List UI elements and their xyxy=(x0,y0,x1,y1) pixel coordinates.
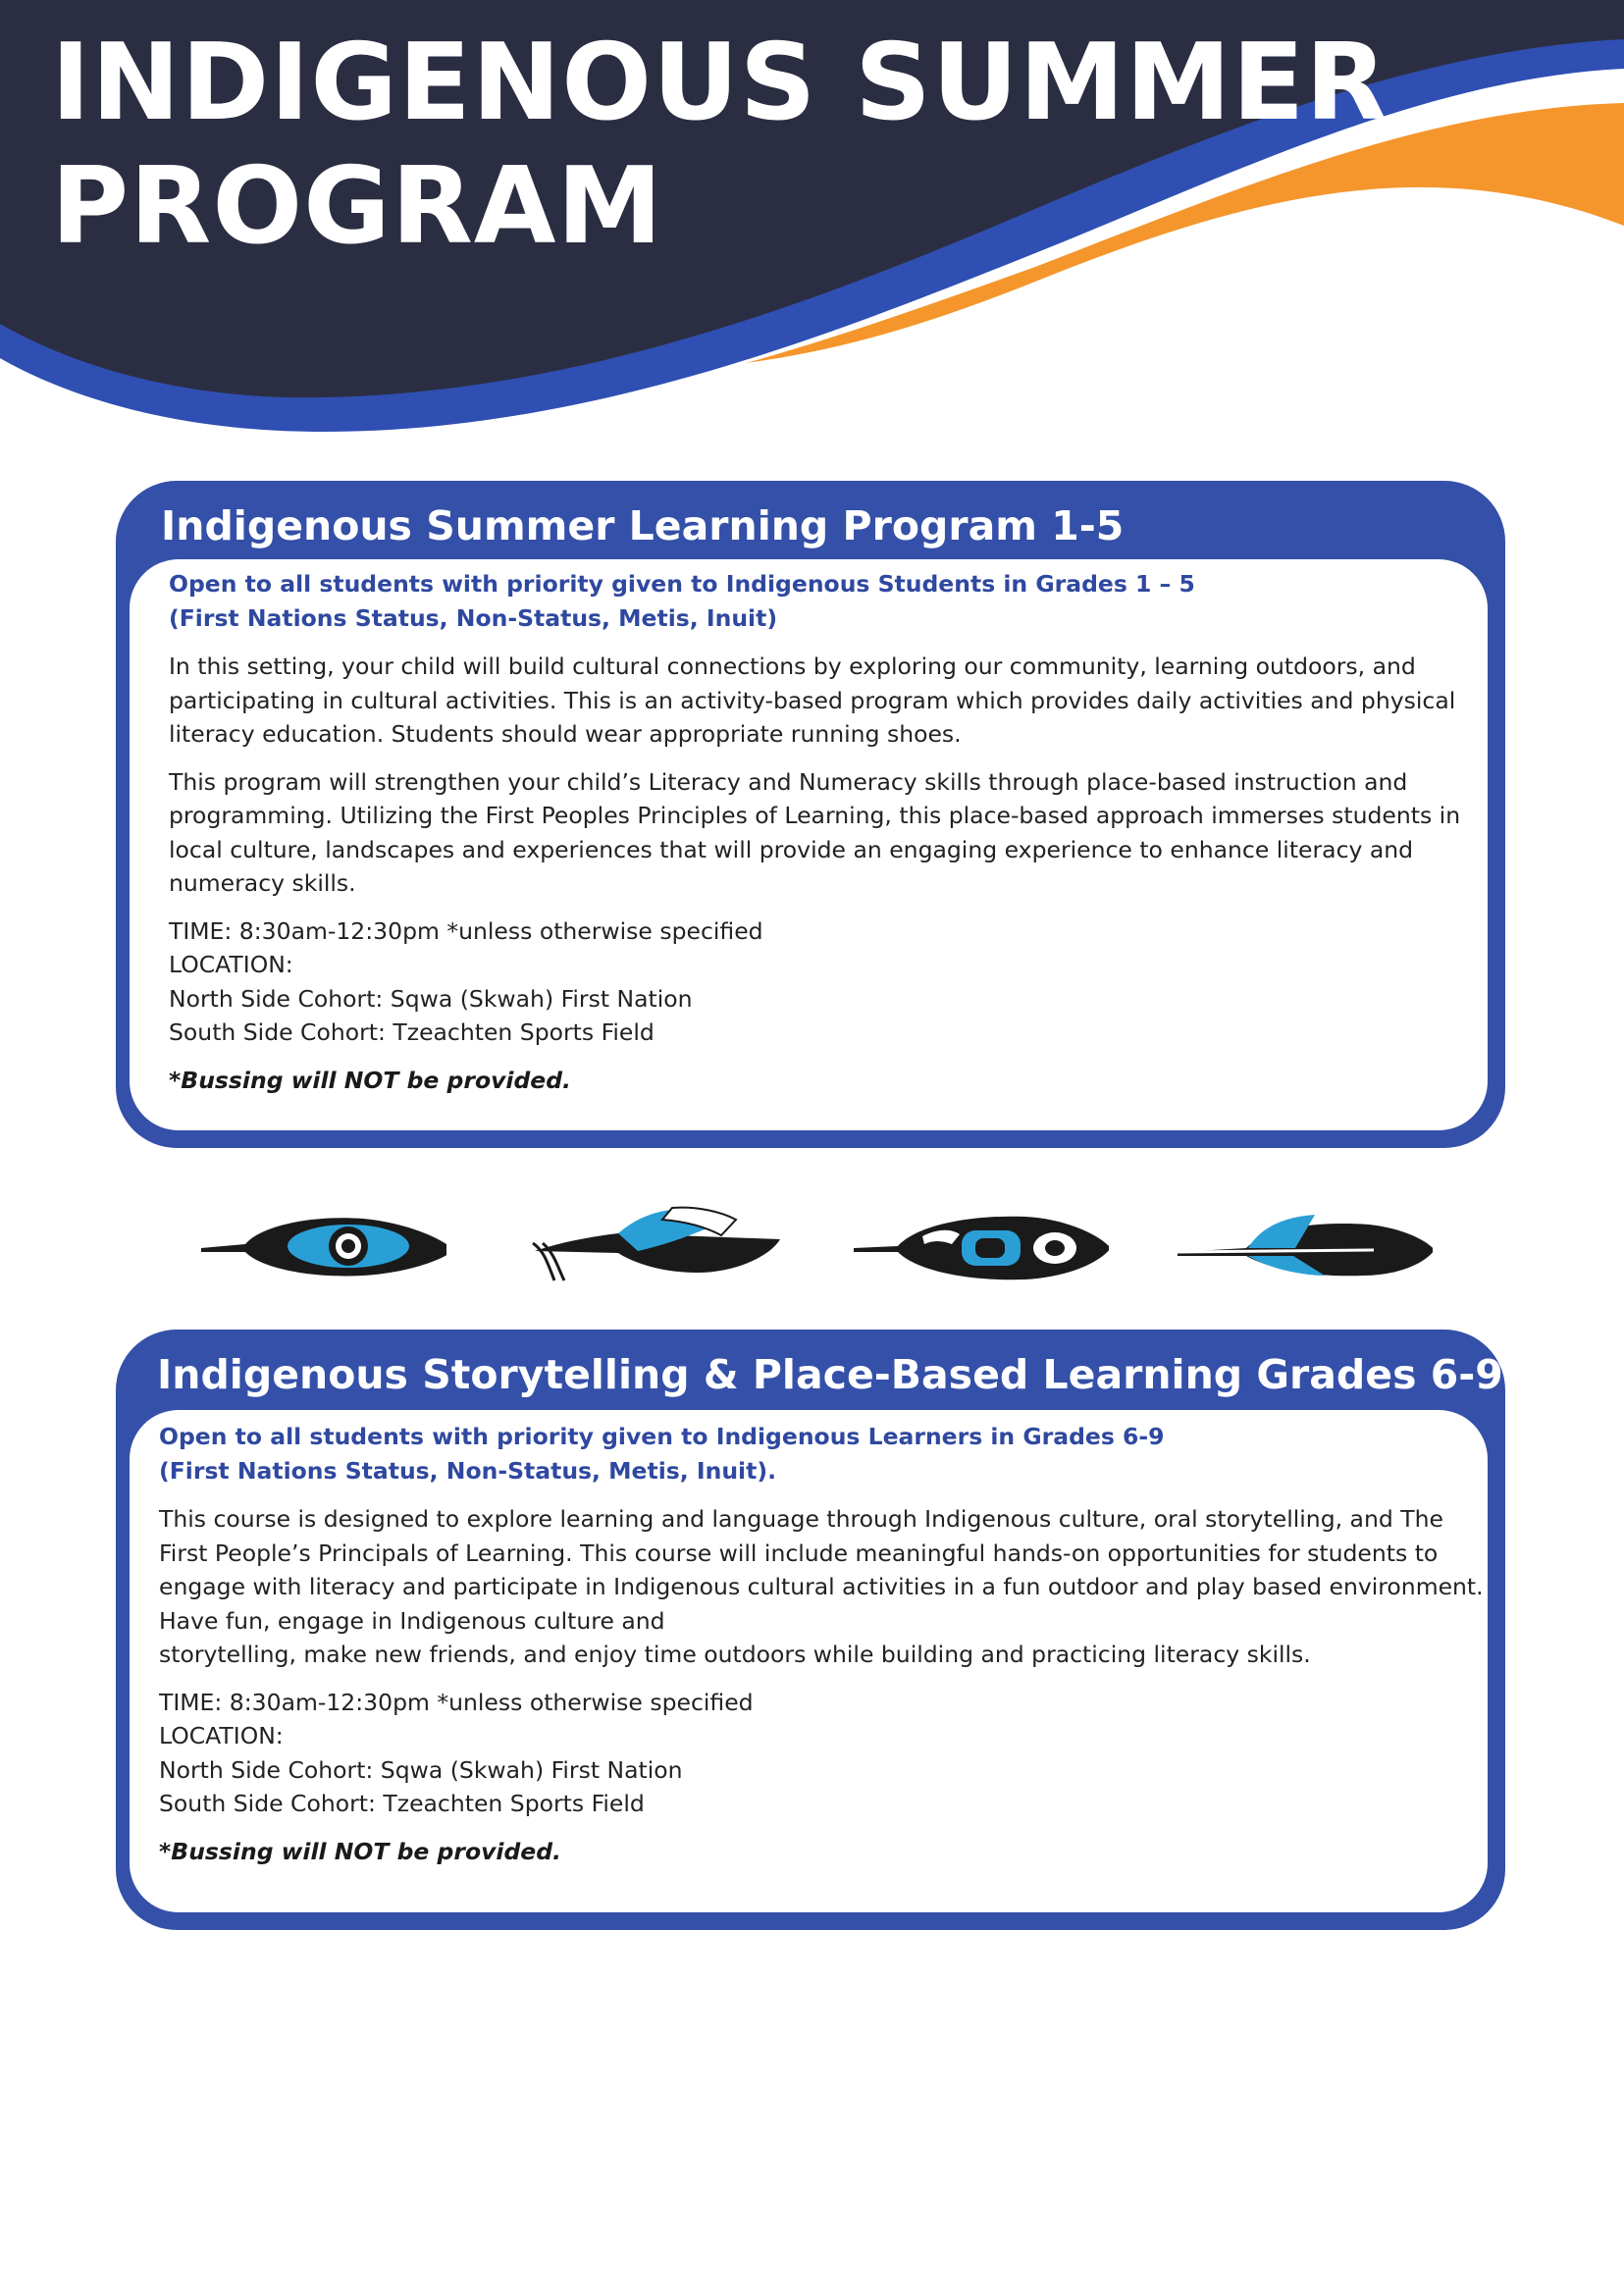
page-title xyxy=(51,22,1388,269)
south-cohort-text: South Side Cohort: Tzeachten Sports Field xyxy=(169,1018,655,1046)
eligibility-line-1: Open to all students with priority given to Indigenous Students in Grades 1 – 5 xyxy=(169,570,1195,598)
feather-icon xyxy=(525,1182,780,1300)
page-title-line-1: INDIGENOUS SUMMER xyxy=(51,22,1388,144)
description-paragraph-1: In this setting, your child will build cultural connections by exploring our community, learning outdoors, and participating in cultural activities. This is an activity-based program which provides daily activities and physical literacy education. Students should wear appropriate running shoes. xyxy=(169,652,1456,748)
program-card-grades-1-5 xyxy=(116,481,1505,1148)
description-paragraph-2: This program will strengthen your child’s Literacy and Numeracy skills through place-based instruction and programming. Utilizing the First Peoples Principles of Learning, this place-based approach immerses students in local culture, landscapes and experiences that will provide an engaging experience to enhance literacy and numeracy skills. xyxy=(169,767,1461,897)
card-title: Indigenous Storytelling & Place-Based Learning Grades 6-9 xyxy=(157,1351,1503,1398)
north-cohort-text: North Side Cohort: Sqwa (Skwah) First Nation xyxy=(159,1755,683,1784)
schedule-info xyxy=(169,914,1488,1050)
description-paragraph xyxy=(159,1502,1488,1672)
eligibility-line-2: (First Nations Status, Non-Status, Metis, Inuit) xyxy=(169,604,778,632)
location-label: LOCATION: xyxy=(169,951,293,978)
description-text-continued: storytelling, make new friends, and enjoy time outdoors while building and practicing literacy skills. xyxy=(159,1641,1311,1668)
time-text: TIME: 8:30am-12:30pm *unless otherwise specified xyxy=(159,1688,754,1716)
feather-icon xyxy=(201,1187,446,1295)
bussing-note: *Bussing will NOT be provided. xyxy=(169,1066,571,1094)
card-body xyxy=(130,559,1488,1130)
feather-icon xyxy=(854,1187,1109,1295)
schedule-info xyxy=(159,1686,1488,1821)
header-banner xyxy=(0,0,1624,442)
location-label: LOCATION: xyxy=(159,1722,284,1749)
program-card-grades-6-9 xyxy=(116,1330,1505,1930)
description-text: This course is designed to explore learning and language through Indigenous culture, oral storytelling, and The First People’s Principals of Learning. This course will include meaningful hands-on opportunities for students to engage with literacy and participate in Indigenous cultural activities in a fun outdoor and play based environment. Have fun, engage in Indigenous culture and xyxy=(159,1505,1484,1635)
card-title: Indigenous Summer Learning Program 1-5 xyxy=(161,502,1125,549)
eligibility-text xyxy=(159,1420,1488,1488)
page-title-line-2: PROGRAM xyxy=(51,145,663,268)
eligibility-line-2: (First Nations Status, Non-Status, Metis, Inuit). xyxy=(159,1457,777,1485)
eligibility-text xyxy=(169,567,1488,636)
north-cohort-text: North Side Cohort: Sqwa (Skwah) First Nation xyxy=(169,984,693,1013)
bussing-note: *Bussing will NOT be provided. xyxy=(159,1837,561,1865)
feather-icon xyxy=(1178,1187,1433,1295)
card-body xyxy=(130,1410,1488,1912)
time-text: TIME: 8:30am-12:30pm *unless otherwise specified xyxy=(169,916,763,945)
feather-decoration-row xyxy=(186,1187,1462,1305)
eligibility-line-1: Open to all students with priority given to Indigenous Learners in Grades 6-9 xyxy=(159,1423,1165,1450)
south-cohort-text: South Side Cohort: Tzeachten Sports Field xyxy=(159,1790,645,1817)
